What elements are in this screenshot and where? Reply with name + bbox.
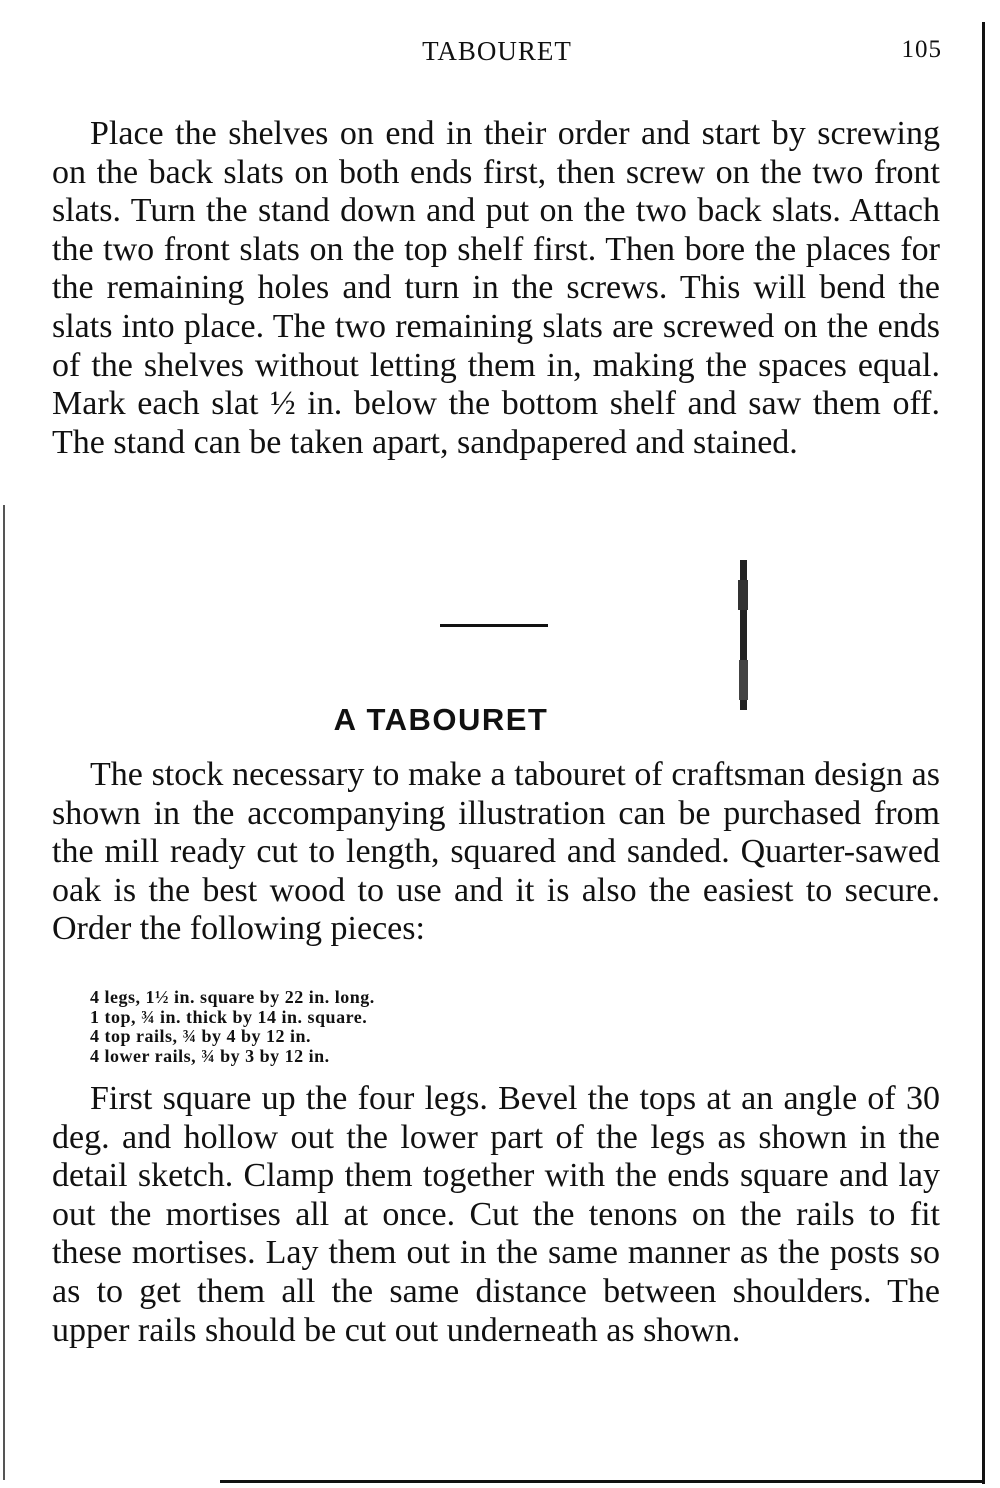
stock-list-item: 4 legs, 1½ in. square by 22 in. long. [90, 987, 375, 1007]
page-number: 105 [901, 36, 942, 63]
paragraph-stock-intro: The stock necessary to make a tabouret of craftsman design as shown in the accompanying illustration can be purchased from the mill ready cut to length, squared and sanded. Quarter-sawed oak is the best wood to use and it is also the easiest to secure. Order the following pieces: [52, 756, 940, 948]
page-border-left [3, 505, 5, 1480]
stock-list-item: 4 lower rails, ¾ by 3 by 12 in. [90, 1045, 330, 1066]
paragraph-leg-construction: First square up the four legs. Bevel the tops at an angle of 30 deg. and hollow out the lower part of the legs as shown in the detail sketch. Clamp them together with the ends square and lay out the mortises all at once. Cut the tenons on the rails to fit these mortises. Lay them out in the same manner as the posts so as to get them all the same distance between shoulders. The upper rails should be cut out underneath as shown. [52, 1080, 940, 1349]
stock-list-item: 4 top rails, ¾ by 4 by 12 in. [90, 1026, 312, 1046]
section-heading: A TABOURET [333, 701, 549, 737]
page-border-right [982, 22, 985, 1484]
running-head [52, 36, 942, 76]
stock-list [90, 988, 790, 1066]
section-divider [440, 624, 548, 627]
page-border-bottom [220, 1480, 985, 1483]
stock-list-item: 1 top, ¾ in. thick by 14 in. square. [90, 1006, 368, 1027]
ink-smudge-mark [736, 560, 750, 720]
paragraph-shelf-assembly: Place the shelves on end in their order and start by screwing on the back slats on both ends first, then screw on the two front slats. Turn the stand down and put on the two back slats. Attach the two front slats on the top shelf first. Then bore the places for the remaining holes and turn in the screws. This will bend the slats into place. The two remaining slats are screwed on the ends of the shelves without letting them in, making the spaces equal. Mark each slat ½ in. below the bottom shelf and saw them off. The stand can be taken apart, sandpapered and stained. [52, 115, 940, 461]
running-title: TABOURET [422, 36, 572, 66]
